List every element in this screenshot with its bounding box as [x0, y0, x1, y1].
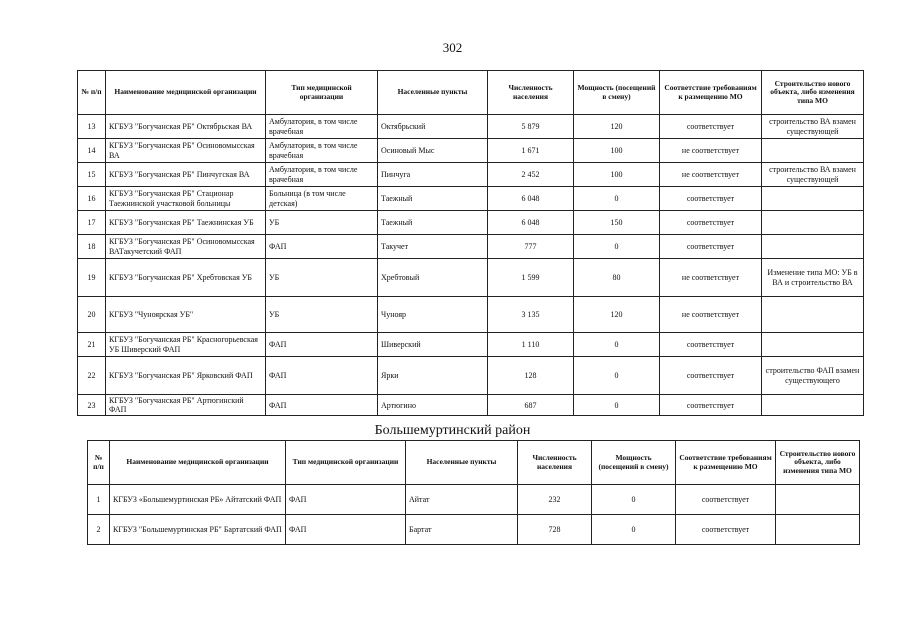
organization-name: КГБУЗ «Большемуртинская РБ» Айтатский ФАП: [110, 485, 286, 515]
compliance-status: соответствует: [660, 235, 762, 259]
table-row: [88, 485, 860, 515]
row-number: 13: [78, 115, 106, 139]
table-row: [78, 395, 864, 416]
organization-name: КГБУЗ "Богучанская РБ" Артюгинский ФАП: [106, 395, 266, 416]
organization-type: Амбулатория, в том числе врачебная: [266, 139, 378, 163]
row-number: 15: [78, 163, 106, 187]
district-title: Большемуртинский район: [374, 423, 531, 438]
table-header-row: [88, 441, 860, 485]
row-number: 22: [78, 357, 106, 395]
row-number: 20: [78, 297, 106, 333]
table-row: [78, 187, 864, 211]
row-number: 2: [88, 515, 110, 545]
table-header-row: [78, 71, 864, 115]
settlement: Артюгино: [378, 395, 488, 416]
capacity: 100: [574, 139, 660, 163]
settlement: Ярки: [378, 357, 488, 395]
population: 128: [488, 357, 574, 395]
construction-note: [762, 395, 864, 416]
construction-note: строительство ВА взамен существующей: [762, 163, 864, 187]
organization-name: КГБУЗ "Богучанская РБ" Красногорьевская УБ Шиверский ФАП: [106, 333, 266, 357]
population: 728: [518, 515, 592, 545]
compliance-status: соответствует: [660, 187, 762, 211]
construction-note: строительство ФАП взамен существующего: [762, 357, 864, 395]
facilities-table-boguchany: [77, 70, 864, 416]
compliance-status: соответствует: [660, 357, 762, 395]
table-row: [78, 235, 864, 259]
table-row: [78, 139, 864, 163]
compliance-status: не соответствует: [660, 139, 762, 163]
capacity: 0: [574, 395, 660, 416]
organization-type: ФАП: [286, 485, 406, 515]
organization-name: КГБУЗ "Богучанская РБ" Таежнинская УБ: [106, 211, 266, 235]
header-capacity: Мощность (посещений в смену): [592, 441, 676, 485]
population: 2 452: [488, 163, 574, 187]
settlement: Шиверский: [378, 333, 488, 357]
population: 5 879: [488, 115, 574, 139]
row-number: 1: [88, 485, 110, 515]
header-construction: Строительство нового объекта, либо изменения типа МО: [762, 71, 864, 115]
facilities-table-bolshemurtinsky: [87, 440, 860, 545]
header-compliance: Соответствие требованиям к размещению МО: [660, 71, 762, 115]
header-organization: Наименование медицинской организации: [106, 71, 266, 115]
population: 777: [488, 235, 574, 259]
construction-note: [762, 235, 864, 259]
organization-type: УБ: [266, 259, 378, 297]
settlement: Айтат: [406, 485, 518, 515]
capacity: 0: [592, 515, 676, 545]
construction-note: [762, 297, 864, 333]
row-number: 23: [78, 395, 106, 416]
organization-name: КГБУЗ "Богучанская РБ" Стационар Таежнинской участковой больницы: [106, 187, 266, 211]
capacity: 0: [574, 333, 660, 357]
header-settlements: Населенные пункты: [378, 71, 488, 115]
organization-type: ФАП: [266, 333, 378, 357]
header-type: Тип медицинской организации: [286, 441, 406, 485]
table-row: [78, 259, 864, 297]
row-number: 18: [78, 235, 106, 259]
construction-note: [776, 485, 860, 515]
table-row: [78, 163, 864, 187]
header-population: Численность населения: [488, 71, 574, 115]
construction-note: [762, 211, 864, 235]
compliance-status: не соответствует: [660, 297, 762, 333]
settlement: Хребтовый: [378, 259, 488, 297]
capacity: 150: [574, 211, 660, 235]
table-row: [78, 297, 864, 333]
capacity: 0: [574, 187, 660, 211]
compliance-status: не соответствует: [660, 259, 762, 297]
compliance-status: соответствует: [676, 515, 776, 545]
header-construction: Строительство нового объекта, либо изменения типа МО: [776, 441, 860, 485]
settlement: Пинчуга: [378, 163, 488, 187]
settlement: Такучет: [378, 235, 488, 259]
population: 232: [518, 485, 592, 515]
organization-name: КГБУЗ "Богучанская РБ" Осиновомысская ВАТакучетский ФАП: [106, 235, 266, 259]
population: 1 599: [488, 259, 574, 297]
compliance-status: соответствует: [660, 333, 762, 357]
compliance-status: соответствует: [660, 395, 762, 416]
construction-note: Изменение типа МО: УБ в ВА и строительство ВА: [762, 259, 864, 297]
organization-type: ФАП: [266, 357, 378, 395]
organization-type: Амбулатория, в том числе врачебная: [266, 163, 378, 187]
organization-name: КГБУЗ "Богучанская РБ" Осиновомысская ВА: [106, 139, 266, 163]
population: 6 048: [488, 211, 574, 235]
capacity: 120: [574, 297, 660, 333]
compliance-status: не соответствует: [660, 163, 762, 187]
organization-name: КГБУЗ "Большемуртинская РБ" Бартатский ФАП: [110, 515, 286, 545]
settlement: Таежный: [378, 187, 488, 211]
compliance-status: соответствует: [660, 211, 762, 235]
capacity: 120: [574, 115, 660, 139]
population: 1 110: [488, 333, 574, 357]
settlement: Бартат: [406, 515, 518, 545]
capacity: 80: [574, 259, 660, 297]
compliance-status: соответствует: [660, 115, 762, 139]
organization-type: ФАП: [286, 515, 406, 545]
row-number: 16: [78, 187, 106, 211]
header-number: № п/п: [78, 71, 106, 115]
construction-note: [776, 515, 860, 545]
row-number: 14: [78, 139, 106, 163]
table-row: [88, 515, 860, 545]
capacity: 0: [574, 235, 660, 259]
row-number: 19: [78, 259, 106, 297]
row-number: 17: [78, 211, 106, 235]
header-organization: Наименование медицинской организации: [110, 441, 286, 485]
construction-note: [762, 333, 864, 357]
page-number: 302: [442, 40, 463, 55]
capacity: 0: [574, 357, 660, 395]
organization-type: Амбулатория, в том числе врачебная: [266, 115, 378, 139]
organization-type: УБ: [266, 297, 378, 333]
header-compliance: Соответствие требованиям к размещению МО: [676, 441, 776, 485]
capacity: 0: [592, 485, 676, 515]
population: 687: [488, 395, 574, 416]
construction-note: [762, 187, 864, 211]
construction-note: [762, 139, 864, 163]
settlement: Чунояр: [378, 297, 488, 333]
table-row: [78, 211, 864, 235]
capacity: 100: [574, 163, 660, 187]
header-capacity: Мощность (посещений в смену): [574, 71, 660, 115]
header-type: Тип медицинской организации: [266, 71, 378, 115]
construction-note: строительство ВА взамен существующей: [762, 115, 864, 139]
compliance-status: соответствует: [676, 485, 776, 515]
header-number: № п/п: [88, 441, 110, 485]
header-settlements: Населенные пункты: [406, 441, 518, 485]
header-population: Численность населения: [518, 441, 592, 485]
row-number: 21: [78, 333, 106, 357]
organization-name: КГБУЗ "Богучанская РБ" Пинчугская ВА: [106, 163, 266, 187]
organization-type: ФАП: [266, 235, 378, 259]
population: 3 135: [488, 297, 574, 333]
organization-name: КГБУЗ "Богучанская РБ" Хребтовская УБ: [106, 259, 266, 297]
organization-name: КГБУЗ "Богучанская РБ" Октябрьская ВА: [106, 115, 266, 139]
settlement: Октябрьский: [378, 115, 488, 139]
table-row: [78, 333, 864, 357]
organization-type: Больница (в том числе детская): [266, 187, 378, 211]
organization-name: КГБУЗ "Чуноярская УБ": [106, 297, 266, 333]
settlement: Осиновый Мыс: [378, 139, 488, 163]
table-row: [78, 357, 864, 395]
organization-name: КГБУЗ "Богучанская РБ" Ярковский ФАП: [106, 357, 266, 395]
organization-type: ФАП: [266, 395, 378, 416]
settlement: Таежный: [378, 211, 488, 235]
population: 6 048: [488, 187, 574, 211]
table-row: [78, 115, 864, 139]
organization-type: УБ: [266, 211, 378, 235]
population: 1 671: [488, 139, 574, 163]
